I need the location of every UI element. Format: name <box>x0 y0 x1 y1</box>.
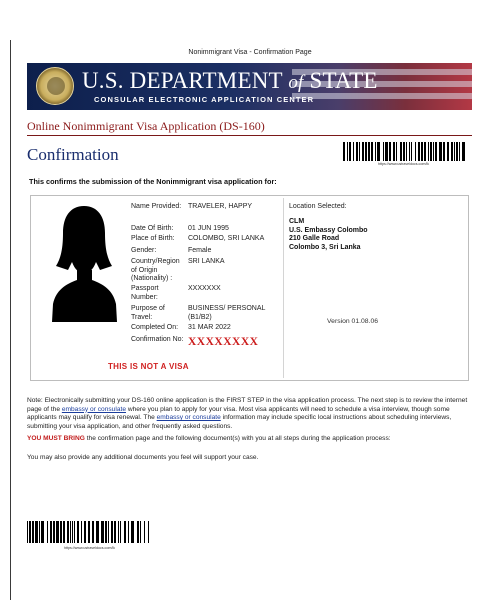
dob-label: Date Of Birth: <box>131 225 174 232</box>
location-name: U.S. Embassy Colombo <box>289 226 368 234</box>
barcode-bar <box>353 142 354 161</box>
barcode-bar <box>32 521 34 543</box>
barcode-top <box>343 142 469 161</box>
birthplace-value: COLOMBO, SRI LANKA <box>188 235 265 242</box>
barcode-bar <box>118 521 119 543</box>
barcode-bottom <box>27 521 153 543</box>
barcode-bar <box>39 521 40 543</box>
department-seal-icon <box>36 67 74 105</box>
barcode-bar <box>41 521 44 543</box>
name-label: Name Provided: <box>131 203 182 210</box>
barcode-bar <box>72 521 73 543</box>
confirmation-number-value: XXXXXXXX <box>188 336 259 348</box>
barcode-bar <box>84 521 86 543</box>
barcode-bar <box>396 142 397 161</box>
barcode-bar <box>377 142 380 161</box>
completed-value: 31 MAR 2022 <box>188 324 231 331</box>
submission-note: Note: Electronically submitting your DS-160 online application is the FIRST STEP in the visa application process. The next step is to review the internet page of the embassy or consulate where you plan to apply for your visa. Most visa applicants will need to schedule a visa interview, though some applicants may qualify for visa renewal. The embassy or consulate information may include specific local instructions about scheduling interviews, submitting your visa application, and other frequently asked questions. <box>27 397 468 430</box>
barcode-bar <box>456 142 458 161</box>
name-value: TRAVELER, HAPPY <box>188 203 253 210</box>
barcode-bar <box>56 521 59 543</box>
barcode-bar <box>137 521 139 543</box>
barcode-bar <box>400 142 402 161</box>
confirmation-heading: Confirmation <box>27 145 119 164</box>
barcode-bar <box>424 142 426 161</box>
barcode-bar <box>385 142 388 161</box>
nationality-label: Country/Region of Origin (Nationality) : <box>131 258 180 283</box>
barcode-bar <box>418 142 420 161</box>
applicant-photo-placeholder <box>52 200 117 322</box>
barcode-bar <box>70 521 71 543</box>
barcode-bar <box>362 142 364 161</box>
gender-label: Gender: <box>131 247 157 254</box>
barcode-bar <box>114 521 116 543</box>
barcode-bar <box>435 142 437 161</box>
nationality-value: SRI LANKA <box>188 258 225 265</box>
must-bring-note: YOU MUST BRING the confirmation page and the following document(s) with you at all steps during the application process: <box>27 435 391 442</box>
confirmation-statement: This confirms the submission of the Nonimmigrant visa application for: <box>29 177 277 186</box>
barcode-bar <box>67 521 69 543</box>
confirmation-number-label: Confirmation No: <box>131 336 184 343</box>
barcode-bar <box>124 521 126 543</box>
barcode-bar <box>77 521 79 543</box>
purpose-label: Purpose of Travel: <box>131 305 165 321</box>
banner-title: U.S. DEPARTMENT of STATE <box>82 68 378 93</box>
embassy-link[interactable]: embassy or consulate <box>61 405 126 413</box>
barcode-bar <box>411 142 412 161</box>
barcode-bar <box>393 142 395 161</box>
gender-value: Female <box>188 247 212 254</box>
barcode-bar <box>403 142 405 161</box>
barcode-bar <box>462 142 465 161</box>
barcode-bar <box>356 142 358 161</box>
barcode-bar <box>383 142 384 161</box>
page-header-title: Nonimmigrant Visa - Confirmation Page <box>188 49 312 56</box>
barcode-bar <box>371 142 373 161</box>
barcode-bar <box>415 142 416 161</box>
barcode-bar <box>443 142 445 161</box>
barcode-bar <box>53 521 55 543</box>
barcode-bar <box>128 521 129 543</box>
barcode-bar <box>144 521 145 543</box>
barcode-bar <box>451 142 453 161</box>
dob-value: 01 JUN 1995 <box>188 225 229 232</box>
barcode-bar <box>111 521 113 543</box>
barcode-bar <box>459 142 460 161</box>
must-bring-emphasis: YOU MUST BRING <box>27 435 85 442</box>
barcode-bar <box>35 521 38 543</box>
birthplace-label: Place of Birth: <box>131 235 175 242</box>
barcode-bar <box>108 521 109 543</box>
barcode-bar <box>47 521 48 543</box>
passport-label: Passport Number: <box>131 285 159 301</box>
barcode-bar <box>454 142 455 161</box>
location-address-line1: 210 Galle Road <box>289 235 340 242</box>
barcode-bar <box>389 142 391 161</box>
barcode-bar <box>421 142 423 161</box>
barcode-bar <box>349 142 351 161</box>
barcode-bar <box>430 142 432 161</box>
barcode-bar <box>359 142 360 161</box>
version-text: Version 01.08.06 <box>327 318 379 325</box>
title-divider <box>27 135 472 136</box>
barcode-bar <box>409 142 410 161</box>
barcode-bar <box>88 521 90 543</box>
location-address <box>289 218 368 252</box>
additional-documents-note: You may also provide any additional documents you feel will support your case. <box>27 454 259 461</box>
not-a-visa-warning: THIS IS NOT A VISA <box>108 362 189 371</box>
completed-label: Completed On: <box>131 324 179 331</box>
record-divider <box>283 198 284 378</box>
application-title: Online Nonimmigrant Visa Application (DS-160) <box>27 119 265 133</box>
barcode-bar <box>92 521 94 543</box>
barcode-bar <box>347 142 348 161</box>
barcode-bar <box>101 521 104 543</box>
barcode-bar <box>368 142 370 161</box>
barcode-bar <box>105 521 107 543</box>
barcode-bar <box>50 521 52 543</box>
barcode-bar <box>29 521 31 543</box>
barcode-bar <box>365 142 367 161</box>
barcode-bar <box>439 142 442 161</box>
barcode-bar <box>343 142 345 161</box>
barcode-bar <box>131 521 134 543</box>
barcode-bar <box>428 142 429 161</box>
purpose-value: BUSINESS/ PERSONAL (B1/B2) <box>188 305 266 321</box>
barcode-bar <box>81 521 82 543</box>
barcode-bar <box>148 521 149 543</box>
barcode-bar <box>433 142 434 161</box>
barcode-bar <box>96 521 99 543</box>
location-label: Location Selected: <box>289 203 347 210</box>
barcode-bar <box>63 521 65 543</box>
barcode-top-caption: https://www.ustraveldocs.com/lk <box>378 162 429 166</box>
banner-subtitle: CONSULAR ELECTRONIC APPLICATION CENTER <box>94 95 315 104</box>
embassy-link-2[interactable]: embassy or consulate <box>156 414 221 421</box>
location-address-line2: Colombo 3, Sri Lanka <box>289 243 361 251</box>
barcode-bar <box>60 521 62 543</box>
location-code: CLM <box>289 218 305 225</box>
barcode-bar <box>140 521 141 543</box>
barcode-bar <box>406 142 407 161</box>
page-left-border <box>10 40 11 600</box>
barcode-bar <box>74 521 75 543</box>
barcode-bar <box>447 142 449 161</box>
barcode-bottom-caption: https://www.ustraveldocs.com/lk <box>64 546 115 550</box>
barcode-bar <box>120 521 121 543</box>
passport-value: XXXXXXX <box>188 285 221 292</box>
barcode-bar <box>27 521 28 543</box>
barcode-bar <box>375 142 376 161</box>
department-of-state-banner <box>27 63 472 110</box>
